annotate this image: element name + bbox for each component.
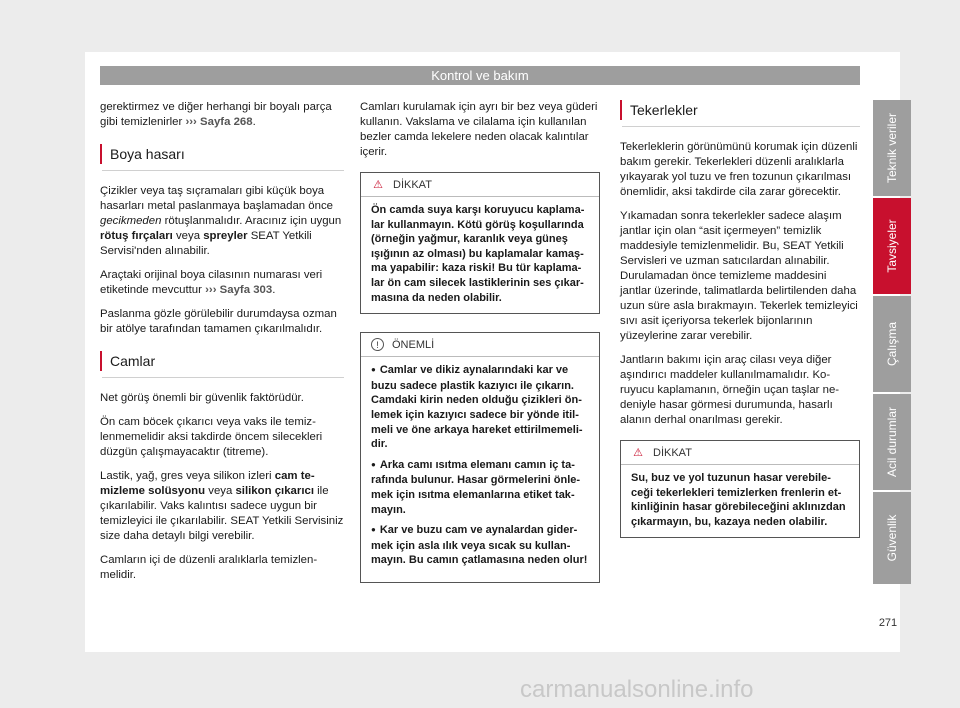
section-heading-boya: Boya hasarı: [100, 144, 344, 164]
info-circle-icon: !: [371, 338, 384, 351]
section-heading-tekerlekler: Tekerlekler: [620, 100, 860, 120]
paragraph: Camların içi de düzenli aralıklarla temizlenmelidir.: [100, 554, 318, 581]
warning-header: [621, 441, 859, 465]
notice-label: ÖNEMLİ: [392, 338, 435, 351]
paragraph: Yıkamadan sonra tekerlekler sadece alaşım jantlar için olan “asit içermeyen” temizlik maddesiyle temizlenmelidir. Bu, SEAT Yetkili Servisleri ve uzman satıcılardan alınabilir. Durulamadan önce temizleme maddesini jantlar üzerinde, talimatlarda belirtilenden daha uzun süre asla bırakmayın. Tekerlek temizleyici sıvı asit içeriyorsa tekerlek bijonlarının yüzeylerine zarar verebilir.: [620, 210, 858, 342]
warning-box: [620, 440, 860, 538]
tab-acil-durumlar[interactable]: Acil durumlar: [873, 394, 911, 490]
warning-header: [361, 173, 599, 197]
paragraph: Net görüş önemli bir güvenlik faktörüdür.: [100, 392, 304, 404]
page-reference[interactable]: ››› Sayfa 303: [205, 284, 273, 296]
paragraph: Camları kurulamak için ayrı bir bez veya güderi kullanın. Vakslama ve cilalama için kullanılan bezler camda lekelere neden olacak kalıntılar içerir.: [360, 101, 598, 158]
column-3: [620, 100, 860, 550]
tab-calisma[interactable]: Çalışma: [873, 296, 911, 392]
paragraph: Araçtaki orijinal boya cilasının numarası veri etiketinde mevcuttur ››› Sayfa 303.: [100, 269, 323, 296]
notice-bullet: ● Kar ve buzu cam ve aynalardan gidermek için asla ılık veya sıcak su kullanmayın. Bu camın çatlamasına neden olur!: [371, 523, 589, 568]
paragraph: Lastik, yağ, gres veya silikon izleri cam temizleme solüsyonu veya silikon çıkarıcı ile çıkarılabilir. Vaks kalıntısı sadece uygun bir temizleyici ile çıkarılabilir. SEAT Yetkili Servisiniz size daha detaylı bilgi verebilir.: [100, 470, 344, 542]
page-header: Kontrol ve bakım: [100, 66, 860, 85]
column-2: [360, 100, 600, 595]
watermark: carmanualsonline.info: [520, 676, 754, 703]
tab-tavsiyeler[interactable]: Tavsiyeler: [873, 198, 911, 294]
paragraph: Çizikler veya taş sıçramaları gibi küçük boya hasarları metal paslanmaya başlamadan önce gecikmeden rötuşlanmalıdır. Aracınız için uygun rötuş fırçaları veya spreyler SEAT Yetkili Servisi'nden alınabilir.: [100, 185, 342, 257]
tab-teknik-veriler[interactable]: Teknik veriler: [873, 100, 911, 196]
warning-text: Ön camda suya karşı koruyucu kaplamalar kullanmayın. Kötü görüş koşullarında (örneğin yağmur, karanlık veya güneş ışığının az olması) bu kaplamalar kamaşma yapabilir: kaza riski! Bu tür kaplamalar ön cam silecek lastiklerinin ses çıkarmasına da neden olabilir.: [371, 204, 585, 304]
warning-triangle-icon: ⚠: [373, 178, 383, 191]
column-1: [100, 100, 344, 592]
warning-label: DİKKAT: [393, 178, 432, 191]
notice-bullet: ● Camlar ve dikiz aynalarındaki kar ve buzu sadece plastik kazıyıcı ile çıkarın. Camdaki kirin neden olduğu çizikleri önlemek için kazıyıcı sadece bir yönde itilmeli ve öne arkaya hareket ettirilmemelidir.: [371, 363, 589, 452]
intro-paragraph: gerektirmez ve diğer herhangi bir boyalı parça gibi temizlenirler ››› Sayfa 268.: [100, 101, 332, 128]
section-heading-camlar: Camlar: [100, 351, 344, 371]
page-number: 271: [878, 617, 898, 629]
notice-box: [360, 332, 600, 583]
warning-text: Su, buz ve yol tuzunun hasar verebileceği tekerlekleri temizlerken frenlerin etkinliğinin hasar görebileceğini aklınızdan çıkarmayın, bu, kazaya neden olabilir.: [631, 472, 846, 528]
paragraph: Jantların bakımı için araç cilası veya diğer aşındırıcı maddeler kullanılmamalıdır. Koruyucu kaplamanın, örneğin uçan taşlar nedeniyle hasar görmesi durumunda, hasarlı alanın derhal onarılması gerekir.: [620, 354, 840, 426]
paragraph: Ön cam böcek çıkarıcı veya vaks ile temizlenmemelidir aksi takdirde öncem silecekleri düzgün çalışmayacaktır (titreme).: [100, 416, 323, 458]
warning-triangle-icon: ⚠: [633, 446, 643, 459]
warning-box: [360, 172, 600, 314]
paragraph: Paslanma gözle görülebilir durumdaysa ozman bir atölye tarafından tamamen çıkarılmalıdır.: [100, 308, 337, 335]
notice-body: [361, 357, 599, 582]
tab-guvenlik[interactable]: Güvenlik: [873, 492, 911, 584]
paragraph: Tekerleklerin görünümünü korumak için düzenli bakım gerekir. Tekerlekleri düzenli aralıklarla yıkayarak yol tuzu ve fren tozunun çıkarılması önemlidir, aksi takdirde cila zarar görecektir.: [620, 141, 858, 198]
notice-bullet: ● Arka camı ısıtma elemanı camın iç tarafında bulunur. Hasar görmelerini önlemek için ısıtma elemanlarına etiket takmayın.: [371, 458, 589, 517]
page-reference[interactable]: ››› Sayfa 268: [185, 116, 253, 128]
warning-label: DİKKAT: [653, 446, 692, 459]
notice-header: [361, 333, 599, 357]
